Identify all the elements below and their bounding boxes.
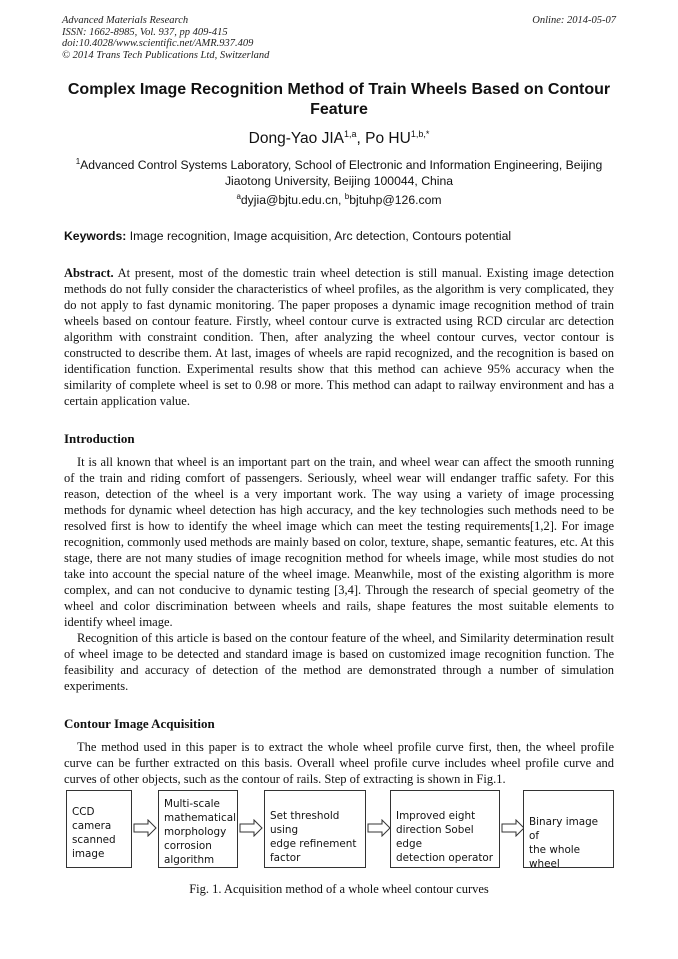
paragraph: Recognition of this article is based on the contour feature of the wheel, and Similarity determination result of wheel image to be detected and standard image is based on customized image recognition function. The feasibility and accuracy of detection of the method are demonstrated through a number of simulation experiments. <box>64 631 614 693</box>
step-line: Improved eight <box>396 810 476 822</box>
contour-acquisition-heading: Contour Image Acquisition <box>64 716 215 731</box>
email-link[interactable]: bjtuhp@126.com <box>349 193 442 207</box>
step-line: the whole wheel <box>529 844 581 870</box>
affiliation <box>60 157 618 189</box>
figure-caption: Fig. 1. Acquisition method of a whole wheel contour curves <box>189 882 489 896</box>
step-line: algorithm <box>164 854 215 866</box>
email-superscript: b <box>344 191 350 201</box>
step-line: scanned <box>72 834 116 846</box>
keywords-text: Image recognition, Image acquisition, Arc detection, Contours potential <box>126 229 512 243</box>
author-name: Po HU <box>365 130 411 147</box>
email-line <box>60 192 618 208</box>
author-superscript: 1,b,* <box>410 128 430 139</box>
author-superscript: 1,a <box>344 128 357 139</box>
step-line: image <box>72 848 105 860</box>
contour-acquisition-body <box>64 739 614 787</box>
flowchart-figure <box>66 790 616 870</box>
copyright-line: © 2014 Trans Tech Publications Ltd, Switzerland <box>62 49 270 61</box>
affiliation-text: Advanced Control Systems Laboratory, School of Electronic and Information Engineering, Beijing Jiaotong University, Beijing 100044, China <box>80 158 603 188</box>
email-link[interactable]: dyjia@bjtu.edu.cn, <box>240 193 345 207</box>
author-name: Dong-Yao JIA <box>248 130 345 147</box>
step-line: factor <box>270 852 301 864</box>
step-line: Set threshold using <box>270 810 340 836</box>
step-line: corrosion <box>164 840 212 852</box>
author-line <box>60 129 618 149</box>
author-separator: , <box>356 130 366 147</box>
flowchart-step-ccd <box>66 790 132 868</box>
journal-header <box>62 15 269 61</box>
keywords-label: Keywords: <box>64 229 127 243</box>
step-line: detection operator <box>396 852 494 864</box>
flow-arrow-icon <box>238 819 264 837</box>
step-line: Multi-scale <box>164 798 220 810</box>
introduction-body <box>64 454 614 694</box>
abstract <box>64 265 614 409</box>
affiliation-superscript: 1 <box>75 156 81 166</box>
paragraph: It is all known that wheel is an important part on the train, and wheel wear can affect the smooth running of the train and riding comfort of passengers. Seriously, wheel wear will endanger traffic safety. For this reason, detection of the wheel is a very important work. The way using a variety of image processing methods for dynamic wheel detection has high accuracy, and the key technologies such methods need to be resolved first is how to identify the wheel image which can meet the testing requirements[1,2]. For image recognition, commonly used methods are mainly based on color, texture, shape, semantic features, etc. At this stage, there are not many studies of image recognition method for wheels image, while most studies do not take into account the special nature of the wheel image. Meanwhile, most of the existing algorithm is more complex, and can not conducive to dynamic testing [3,4]. Through the research of special geometry of the wheel and color discrimination between wheels and rails, shape features the most suitable elements to identify wheel image. <box>64 455 614 629</box>
flowchart-step-threshold <box>264 790 366 868</box>
abstract-text: At present, most of the domestic train wheel detection is still manual. Existing image detection methods do not fully consider the characteristics of wheel profiles, as the algorithm is very complicated, they do not apply to fast dynamic monitoring. The paper proposes a dynamic image recognition method of train wheels based on contour feature. Firstly, wheel contour curve is extracted using RCD circular arc detection algorithm with constraint condition. Then, after analyzing the wheel contour curves, vector contour is constructed to describe them. At last, images of wheels are rapid recognized, and the recognition is based on identification function. Experimental results show that this method can achieve 95% accuracy when the similarity of complete wheel is set to 0.98 or more. This method can adapt to railway environment and has a certain application value. <box>64 266 614 408</box>
step-line: direction Sobel edge <box>396 824 474 850</box>
flowchart-step-morphology <box>158 790 238 868</box>
flow-arrow-icon <box>366 819 392 837</box>
flowchart-step-sobel <box>390 790 500 868</box>
introduction-heading: Introduction <box>64 431 135 446</box>
flow-arrow-icon <box>132 819 158 837</box>
paragraph: The method used in this paper is to extract the whole wheel profile curve first, then, the wheel profile curve can be further extracted on this basis. Overall wheel profile curve includes wheel profile curve and curves of other objects, such as the contour of rails. Step of extracting is shown in Fig.1. <box>64 740 614 786</box>
keywords <box>64 228 616 244</box>
online-date: Online: 2014-05-07 <box>532 15 616 26</box>
step-line: edge refinement <box>270 838 357 850</box>
flowchart-step-binary <box>523 790 614 868</box>
abstract-label: Abstract. <box>64 266 114 280</box>
step-line: morphology <box>164 826 227 838</box>
email-superscript: a <box>236 191 241 201</box>
issn-line: ISSN: 1662-8985, Vol. 937, pp 409-415 <box>62 26 228 38</box>
step-line: Binary image of <box>529 816 599 842</box>
doi-line: doi:10.4028/www.scientific.net/AMR.937.409 <box>62 38 254 49</box>
journal-name: Advanced Materials Research <box>62 15 189 26</box>
paper-title: Complex Image Recognition Method of Train Wheels Based on Contour Feature <box>67 81 611 118</box>
step-line: CCD camera <box>72 806 112 832</box>
step-line: mathematical <box>164 812 236 824</box>
